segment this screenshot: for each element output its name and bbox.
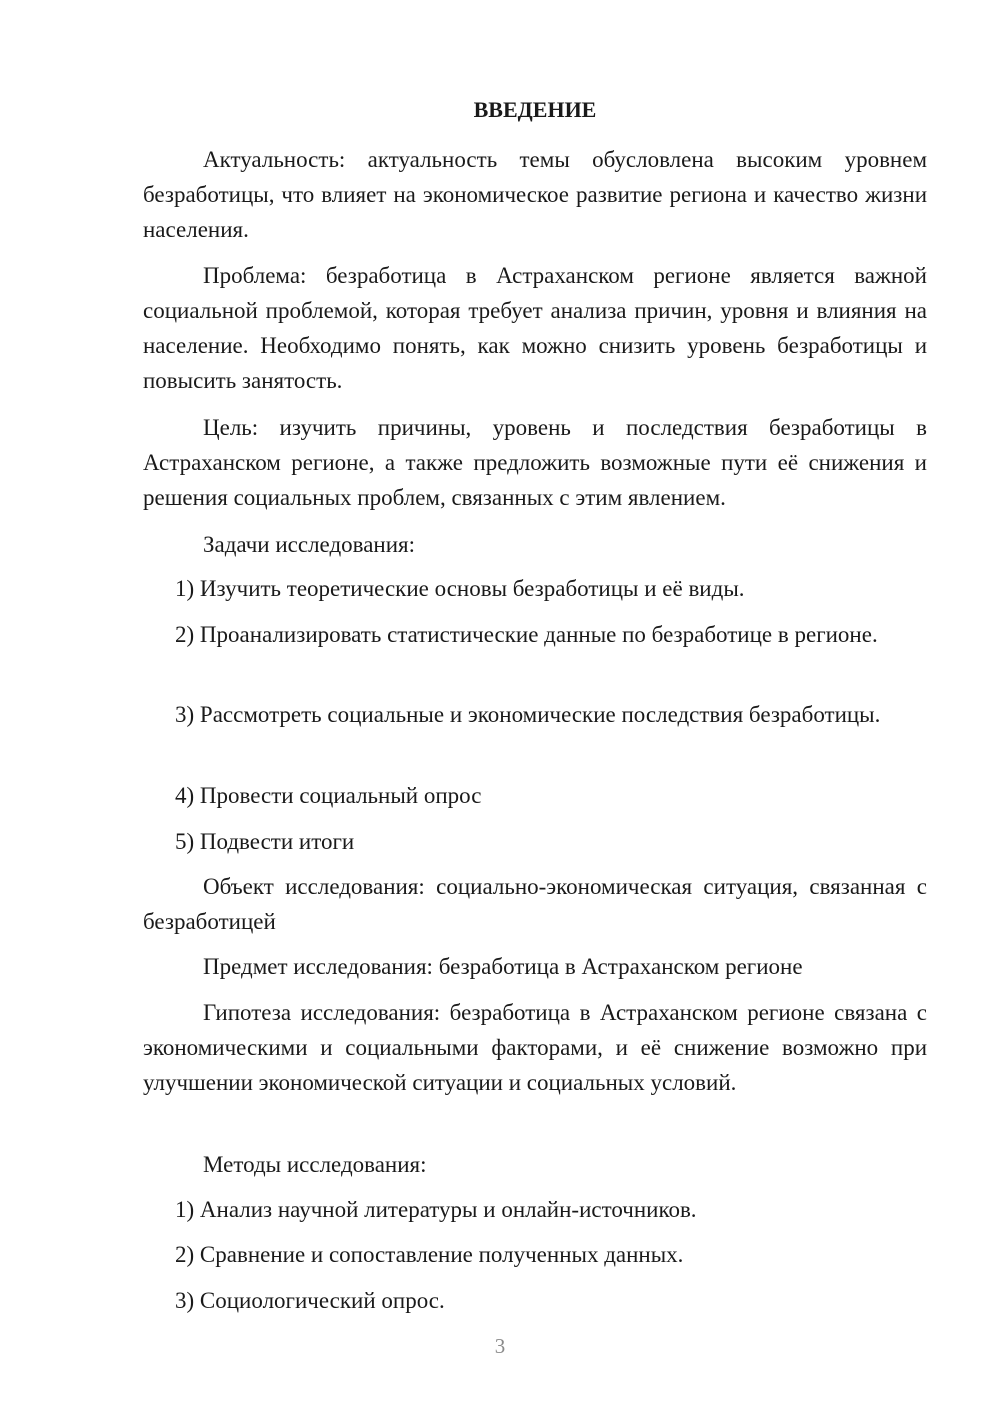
list-item: 5) Подвести итоги xyxy=(175,829,355,854)
list-item: 3) Социологический опрос. xyxy=(175,1288,445,1313)
paragraph-methods-heading: Методы исследования: xyxy=(203,1152,427,1177)
list-item: 2) Проанализировать статистические данные по безработице в регионе. xyxy=(175,622,878,647)
paragraph-relevance: Актуальность: актуальность темы обусловлена высоким уровнем безработицы, что влияет на экономическое развитие региона и качество жизни населения. xyxy=(143,147,927,242)
list-item: 3) Рассмотреть социальные и экономические последствия безработицы. xyxy=(175,702,881,727)
paragraph-problem: Проблема: безработица в Астраханском регионе является важной социальной проблемой, которая требует анализа причин, уровня и влияния на население. Необходимо понять, как можно снизить уровень безработицы и повысить занятость. xyxy=(143,263,927,393)
paragraph-hypothesis: Гипотеза исследования: безработица в Астраханском регионе связана с экономическими и социальными факторами, и её снижение возможно при улучшении экономической ситуации и социальных условий. xyxy=(143,1000,927,1095)
paragraph-object: Объект исследования: социально-экономическая ситуация, связанная с безработицей xyxy=(143,874,927,934)
list-item: 1) Изучить теоретические основы безработицы и её виды. xyxy=(175,576,745,601)
page-title: ВВЕДЕНИЕ xyxy=(473,97,597,122)
paragraph-tasks-heading: Задачи исследования: xyxy=(203,532,416,557)
list-item: 2) Сравнение и сопоставление полученных данных. xyxy=(175,1242,684,1267)
list-item: 4) Провести социальный опрос xyxy=(175,783,482,808)
paragraph-goal: Цель: изучить причины, уровень и последствия безработицы в Астраханском регионе, а также предложить возможные пути её снижения и решения социальных проблем, связанных с этим явлением. xyxy=(143,415,927,510)
page-number: 3 xyxy=(494,1334,506,1358)
paragraph-subject: Предмет исследования: безработица в Астраханском регионе xyxy=(203,954,803,979)
list-item: 1) Анализ научной литературы и онлайн-источников. xyxy=(175,1197,697,1222)
